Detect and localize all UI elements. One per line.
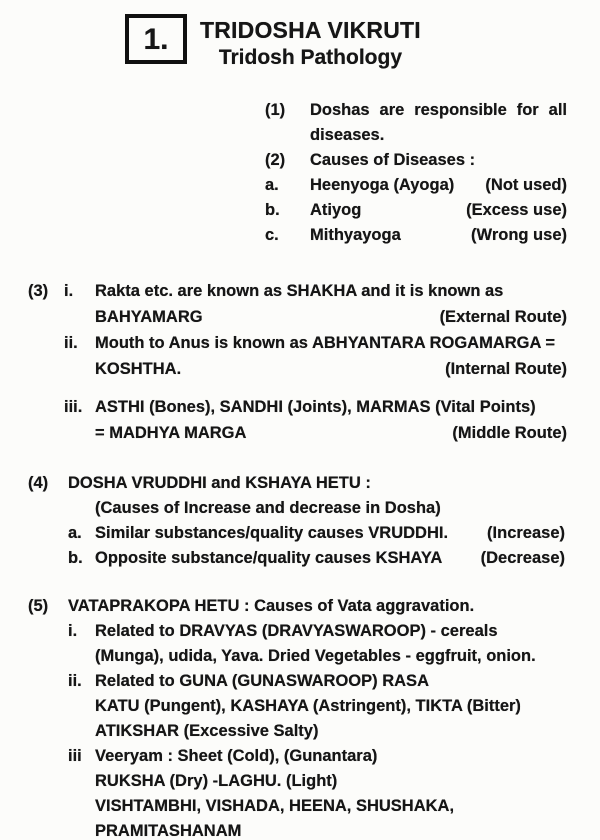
vata-item-iii-cont bbox=[28, 769, 567, 794]
page-subtitle: Tridosh Pathology bbox=[218, 46, 403, 69]
section-heading-row bbox=[28, 594, 567, 619]
item-text-line: Doshas are responsible for all bbox=[310, 101, 567, 119]
effect-text: Opposite substance/quality causes KSHAYA bbox=[95, 549, 443, 567]
chapter-number: 1. bbox=[143, 23, 169, 56]
cause-name: Atiyog bbox=[310, 201, 362, 219]
route-row bbox=[95, 356, 567, 382]
chapter-number-box bbox=[125, 14, 187, 64]
list-item-2 bbox=[265, 148, 567, 173]
cause-note: (Not used) bbox=[485, 176, 567, 194]
section-heading: VATAPRAKOPA HETU : Causes of Vata aggravation. bbox=[68, 597, 475, 615]
subitem-text: ASTHI (Bones), SANDHI (Joints), MARMAS (Vital Points) bbox=[95, 398, 536, 416]
route-term: BAHYAMARG bbox=[95, 308, 203, 326]
intro-section bbox=[265, 98, 567, 248]
vata-item-i-cont bbox=[28, 644, 567, 669]
cause-name: Heenyoga (Ayoga) bbox=[310, 176, 455, 194]
effect-text: Similar substances/quality causes VRUDDHI. bbox=[95, 524, 449, 542]
section-3 bbox=[28, 278, 567, 446]
subitem-i-cont bbox=[28, 304, 567, 330]
subitem-marker: ii. bbox=[68, 672, 82, 690]
cause-row bbox=[310, 223, 567, 248]
subitem-marker: ii. bbox=[64, 334, 78, 352]
item-marker: b. bbox=[265, 201, 280, 219]
section-marker: (5) bbox=[28, 597, 49, 615]
vata-item-i bbox=[28, 619, 567, 644]
vata-item-iii bbox=[28, 744, 567, 769]
vata-item-ii-cont bbox=[28, 694, 567, 719]
cause-note: (Wrong use) bbox=[471, 226, 567, 244]
item-marker: (1) bbox=[265, 101, 286, 119]
section-heading: DOSHA VRUDDHI and KSHAYA HETU : bbox=[68, 474, 371, 492]
list-item-1 bbox=[265, 98, 567, 148]
route-row bbox=[95, 304, 567, 330]
vata-item-ii-cont bbox=[28, 719, 567, 744]
cause-row bbox=[310, 173, 567, 198]
effect-note: (Decrease) bbox=[480, 549, 565, 567]
cause-row bbox=[310, 198, 567, 223]
subitem-marker: b. bbox=[68, 549, 83, 567]
vata-item-iii-cont bbox=[28, 794, 567, 819]
subitem-marker: i. bbox=[64, 282, 74, 300]
cause-name: Mithyayoga bbox=[310, 226, 401, 244]
item-text bbox=[310, 98, 567, 148]
vata-item-ii bbox=[28, 669, 567, 694]
subitem-ii-cont bbox=[28, 356, 567, 382]
subitem-text: Rakta etc. are known as SHAKHA and it is known as bbox=[95, 282, 504, 300]
cause-item-a bbox=[265, 173, 567, 198]
effect-row bbox=[95, 521, 565, 546]
cause-line: VISHTAMBHI, VISHADA, HEENA, SHUSHAKA, bbox=[95, 797, 455, 815]
item-text-line: diseases. bbox=[310, 126, 385, 144]
section-heading-row bbox=[28, 471, 567, 496]
cause-item-b bbox=[265, 198, 567, 223]
effect-note: (Increase) bbox=[487, 524, 565, 542]
effect-item-b bbox=[28, 546, 567, 571]
cause-item-c bbox=[265, 223, 567, 248]
cause-line: ATIKSHAR (Excessive Salty) bbox=[95, 722, 319, 740]
route-term: = MADHYA MARGA bbox=[95, 424, 247, 442]
subitem-marker: a. bbox=[68, 524, 82, 542]
chapter-titles bbox=[200, 14, 421, 70]
section-marker: (4) bbox=[28, 474, 49, 492]
chapter-header bbox=[125, 14, 600, 90]
section-5 bbox=[28, 594, 567, 840]
subitem-marker: iii bbox=[68, 747, 82, 765]
section-marker: (3) bbox=[28, 282, 49, 300]
cause-line: (Munga), udida, Yava. Dried Vegetables - eggfruit, onion. bbox=[95, 647, 536, 665]
cause-line: PRAMITASHANAM bbox=[95, 822, 242, 840]
subitem-ii bbox=[28, 330, 567, 356]
cause-line: Related to GUNA (GUNASWAROOP) RASA bbox=[95, 672, 429, 690]
cause-line: RUKSHA (Dry) -LAGHU. (Light) bbox=[95, 772, 338, 790]
vata-item-iii-cont bbox=[28, 819, 567, 840]
section-subheading: (Causes of Increase and decrease in Dosha) bbox=[95, 499, 441, 517]
subitem-i bbox=[28, 278, 567, 304]
section-4 bbox=[28, 471, 567, 571]
subitem-marker: i. bbox=[68, 622, 78, 640]
page-title: TRIDOSHA VIKRUTI bbox=[200, 17, 421, 43]
effect-item-a bbox=[28, 521, 567, 546]
route-term: KOSHTHA. bbox=[95, 360, 182, 378]
subitem-iii-cont bbox=[28, 420, 567, 446]
subitem-iii bbox=[28, 394, 567, 420]
item-text: Causes of Diseases : bbox=[310, 151, 476, 169]
item-marker: c. bbox=[265, 226, 279, 244]
cause-note: (Excess use) bbox=[466, 201, 567, 219]
cause-line: Related to DRAVYAS (DRAVYASWAROOP) - cereals bbox=[95, 622, 498, 640]
effect-row bbox=[95, 546, 565, 571]
item-marker: a. bbox=[265, 176, 279, 194]
item-marker: (2) bbox=[265, 151, 286, 169]
cause-line: KATU (Pungent), KASHAYA (Astringent), TIKTA (Bitter) bbox=[95, 697, 521, 715]
cause-line: Veeryam : Sheet (Cold), (Gunantara) bbox=[95, 747, 378, 765]
section-subheading-row bbox=[28, 496, 567, 521]
route-row bbox=[95, 420, 567, 446]
route-note: (Middle Route) bbox=[452, 424, 567, 442]
route-note: (Internal Route) bbox=[445, 360, 567, 378]
subitem-text: Mouth to Anus is known as ABHYANTARA ROGAMARGA = bbox=[95, 334, 556, 352]
subitem-marker: iii. bbox=[64, 398, 83, 416]
route-note: (External Route) bbox=[439, 308, 567, 326]
